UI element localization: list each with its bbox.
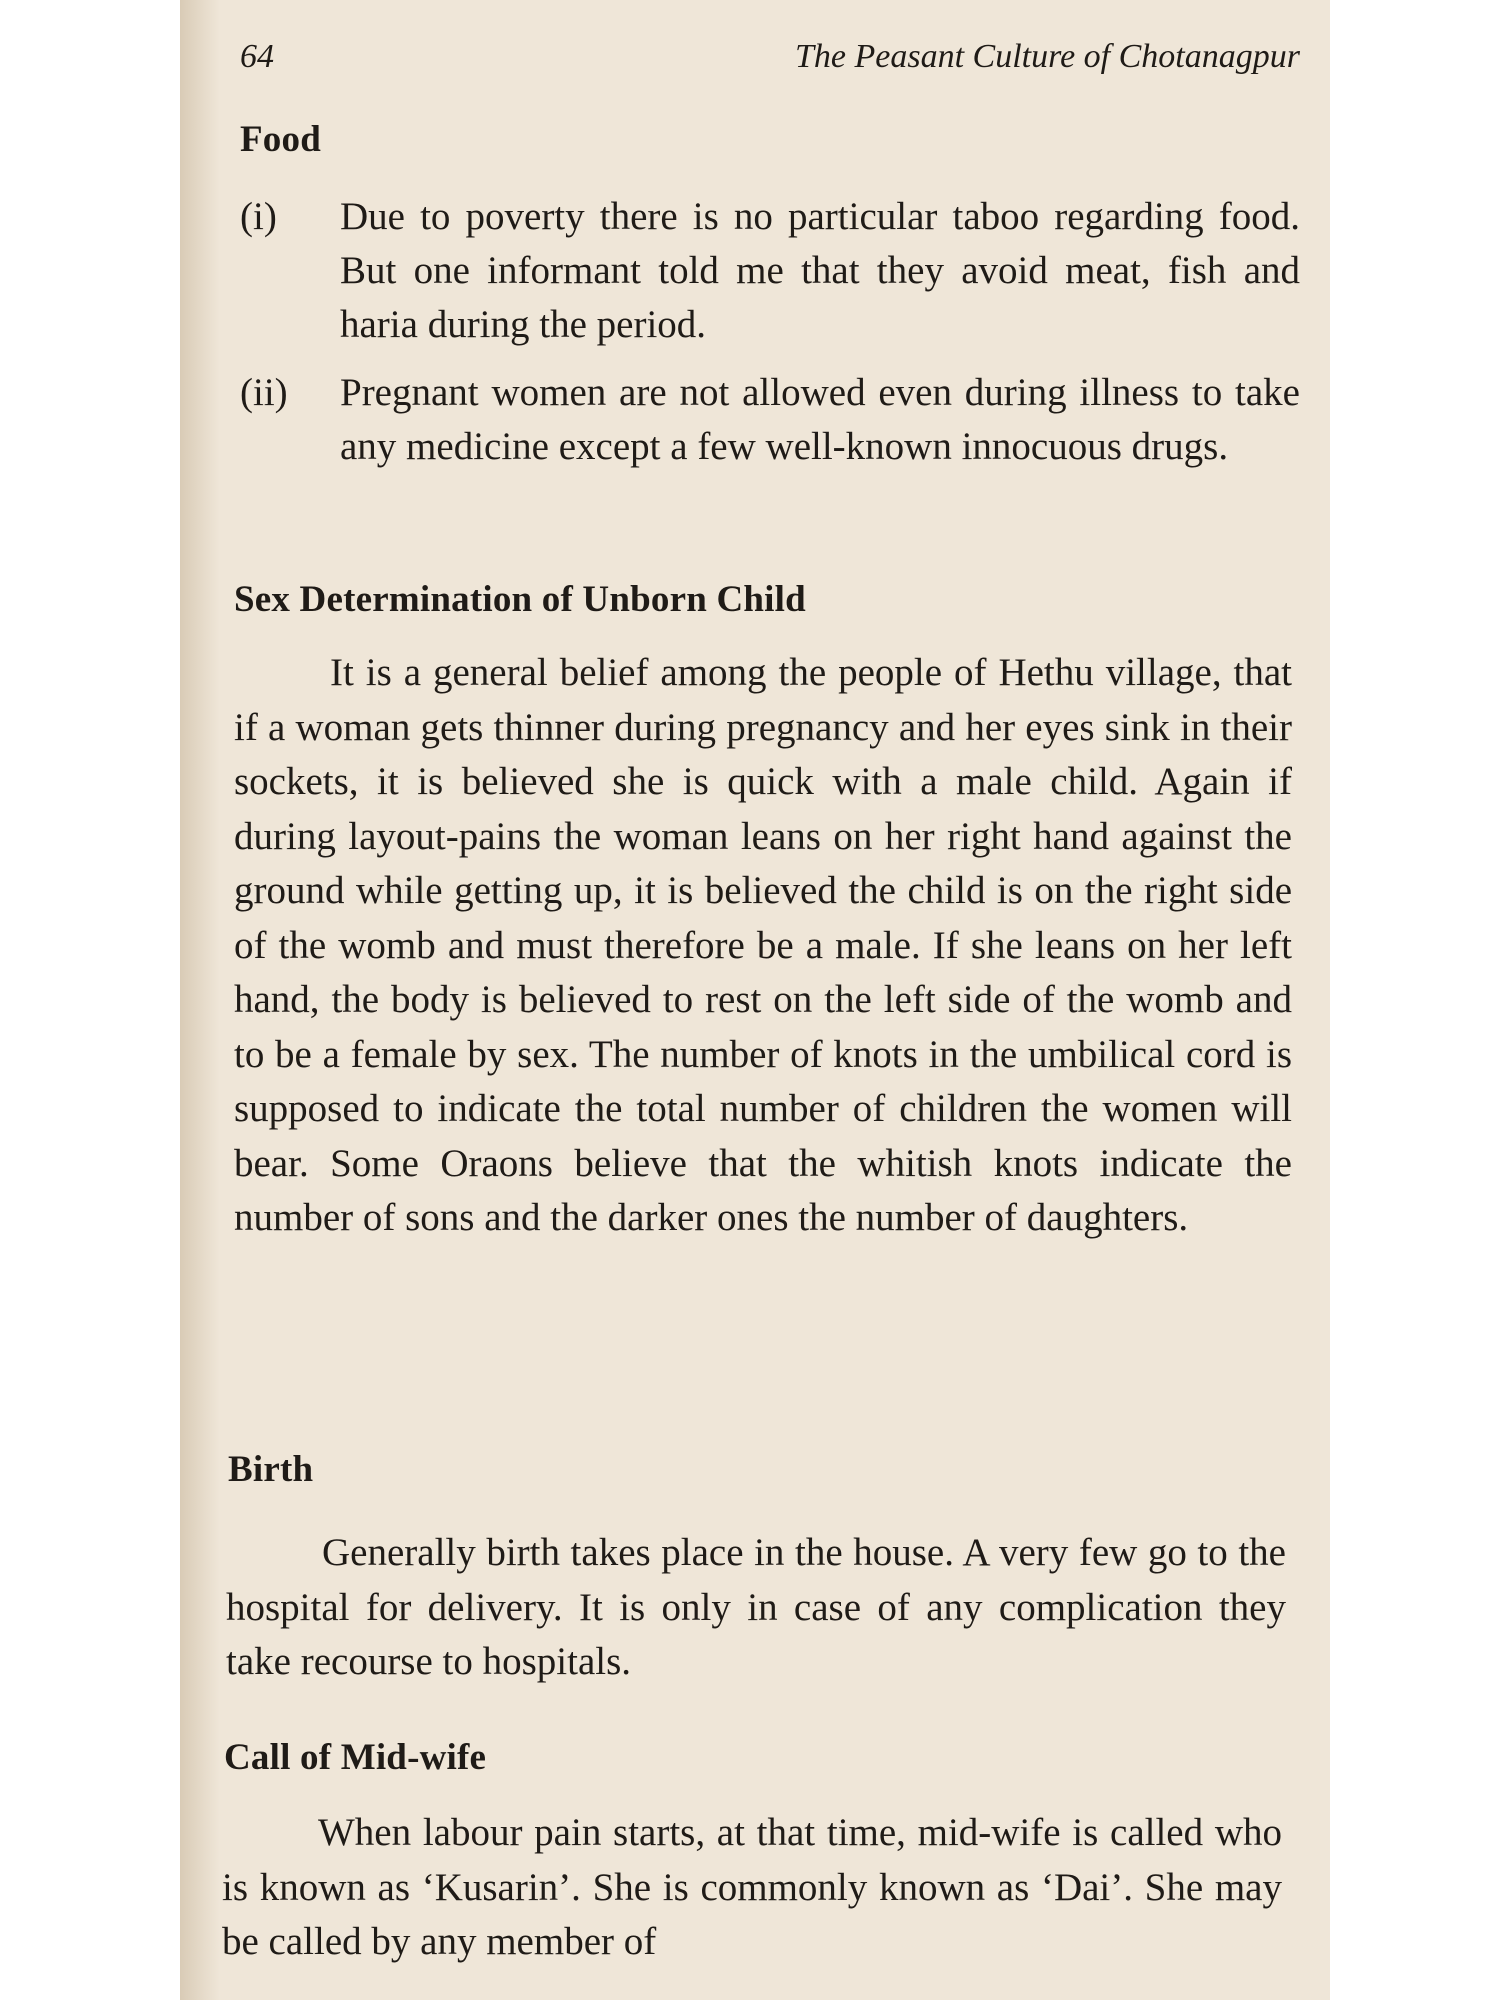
heading-call-of-midwife: Call of Mid-wife [224, 1737, 487, 1778]
heading-food: Food [240, 119, 321, 160]
birth-paragraph: Generally birth takes place in the house. A very few go to the hospital for delivery. It is only in case of any complication they take recourse to hospitals. [226, 1531, 1286, 1683]
food-item-1-text: Due to poverty there is no particular taboo regarding food. But one informant told me that they avoid meat, fish and haria during the period. [340, 195, 1300, 346]
heading-sex-determination: Sex Determination of Unborn Child [234, 579, 806, 620]
heading-birth: Birth [228, 1449, 314, 1490]
sex-determination-paragraph: It is a general belief among the people of Hethu village, that if a woman gets thinner during pregnancy and her eyes sink in their sockets, it is believed she is quick with a male child. Again if during layout-pains the woman leans on her right hand against the ground while getting up, it is believed the child is on the right side of the womb and must therefore be a male. If she leans on her left hand, the body is believed to rest on the left side of the womb and to be a female by sex. The number of knots in the umbilical cord is supposed to indicate the total number of children the women will bear. Some Oraons believe that the whitish knots indicate the number of sons and the darker ones the number of daughters. [234, 651, 1292, 1239]
page-gutter-shadow [180, 0, 220, 2000]
book-title: The Peasant Culture of Chotanagpur [795, 38, 1300, 75]
book-page [180, 0, 1330, 2000]
food-item-2-text: Pregnant women are not allowed even during illness to take any medicine except a few well-known innocuous drugs. [340, 371, 1300, 468]
running-head [230, 38, 1300, 88]
food-item-1-label: (i) [240, 195, 277, 238]
food-item-2-label: (ii) [240, 371, 288, 414]
page-number: 64 [240, 38, 274, 75]
midwife-paragraph: When labour pain starts, at that time, mid-wife is called who is known as ‘Kusarin’. She is commonly known as ‘Dai’. She may be called by any member of [222, 1811, 1282, 1963]
